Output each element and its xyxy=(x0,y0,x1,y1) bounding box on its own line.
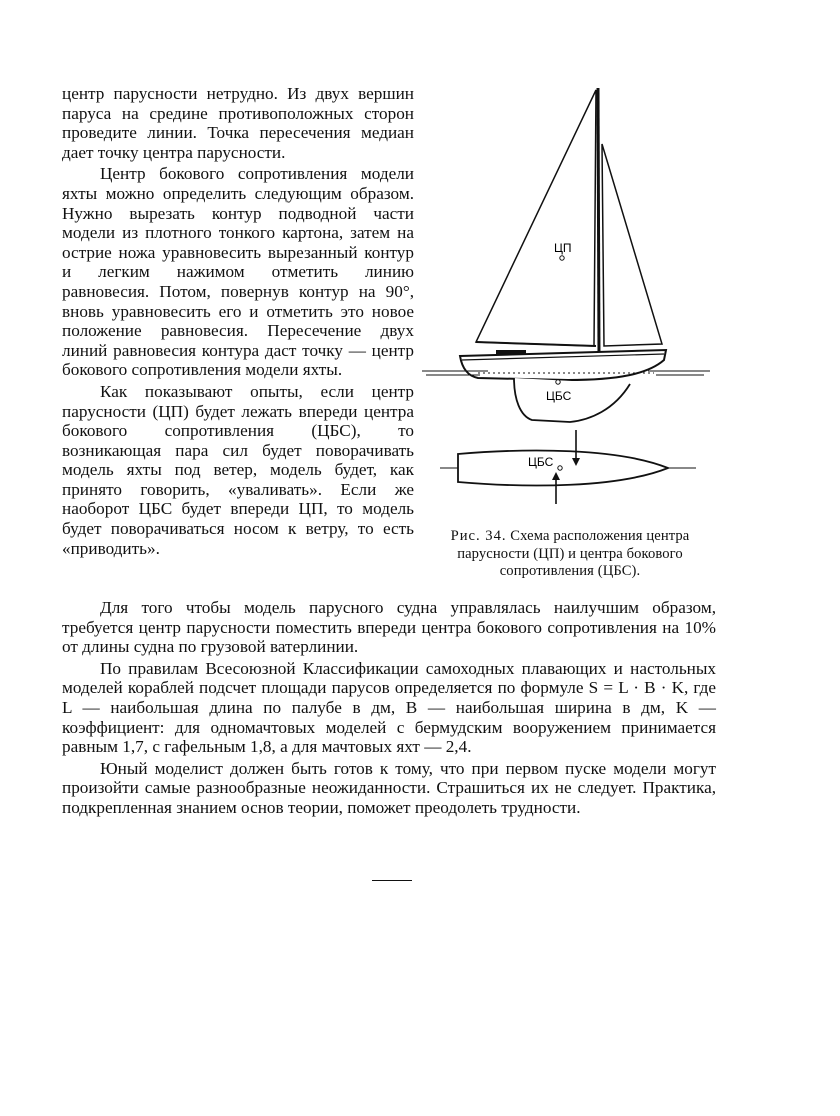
paragraph-experiments: Как показывают опыты, если центр парусности (ЦП) будет лежать впереди центра бокового сопротивления (ЦБС), то возникающая пара сил будет поворачивать модель яхты под ветер, модель будет, как принято говорить, «уваливать». Если же наоборот ЦБС будет впереди ЦП, то модель будет поворачиваться носом к ветру, то есть «приводить». xyxy=(62,381,414,558)
jib-sail xyxy=(602,144,662,346)
cbs-side-point xyxy=(556,380,560,384)
cbs-plan-point xyxy=(558,466,562,470)
caption-text: Схема расположения центра парусности (ЦП) и центра бокового сопротивления (ЦБС). xyxy=(457,528,690,579)
figure-34 xyxy=(418,84,718,588)
paragraph-young-modeler: Юный моделист должен быть готов к тому, что при первом пуске модели могут произойти самые разнообразные неожиданности. Страшиться их не следует. Практика, подкрепленная знанием основ теории, поможет преодолеть трудности. xyxy=(62,758,716,817)
full-width-text xyxy=(62,598,716,818)
label-cp: ЦП xyxy=(554,241,572,255)
paragraph-lateral-resistance: Центр бокового сопротивления модели яхты можно определить следующим образом. Нужно вырезать контур подводной части модели из плотного тонкого картона, затем на острие ножа уравновесить вырезанный контур и легким нажимом отметить линию равновесия. Потом, повернув контур на 90°, вновь уравновесить его и отметить это новое положение равновесия. Пересечение двух линий равновесия контура даст точку — центр бокового сопротивления модели яхты. xyxy=(62,164,414,380)
boom xyxy=(476,342,596,346)
label-cbs-plan: ЦБС xyxy=(528,455,554,469)
cp-point xyxy=(560,256,564,260)
left-text-column xyxy=(62,84,414,558)
paragraph-sail-center-continued: центр парусности нетрудно. Из двух вершин паруса на средине противоположных сторон проведите линии. Точка пересечения медиан дает точку центра парусности. xyxy=(62,84,414,162)
yacht-diagram xyxy=(418,84,718,524)
paragraph-optimal-control: Для того чтобы модель парусного судна управлялась наилучшим образом, требуется центр парусности поместить впереди центра бокового сопротивления на 10% от длины судна по грузовой ватерлинии. xyxy=(62,598,716,657)
mainsail xyxy=(476,90,596,346)
figure-caption xyxy=(422,528,718,581)
keel xyxy=(514,378,630,422)
label-cbs-side: ЦБС xyxy=(546,389,572,403)
hull-plan-view xyxy=(458,451,668,486)
end-rule xyxy=(372,880,412,881)
caption-label: Рис. 34. xyxy=(450,528,507,544)
paragraph-sail-area-formula: По правилам Всесоюзной Классификации самоходных плавающих и настольных моделей кораблей подсчет площади парусов определяется по формуле S = L · B · K, где L — наибольшая длина по палубе в дм, B — наибольшая ширина в дм, K — коэффициент: для одномачтовых моделей с бермудским вооружением принимается равным 1,7, с гафельным 1,8, а для мачтовых яхт — 2,4. xyxy=(62,658,716,757)
mast xyxy=(598,88,599,356)
